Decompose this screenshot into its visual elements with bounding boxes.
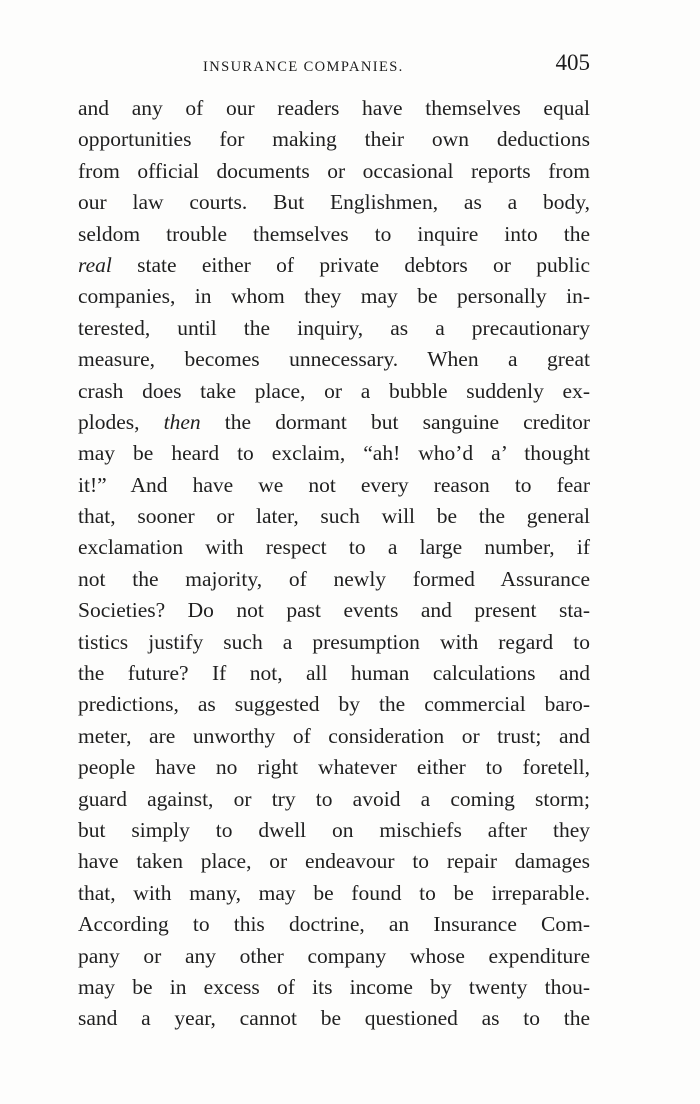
text-line: may be heard to exclaim, “ah! who’d a’ thought — [78, 441, 590, 466]
text-line — [78, 250, 590, 281]
text-line: seldom trouble themselves to inquire into the — [78, 221, 590, 246]
body-text — [78, 93, 590, 1035]
text-run: the dormant but sanguine creditor — [200, 409, 590, 434]
page-number: 405 — [555, 50, 590, 75]
text-line: measure, becomes unnecessary. When a great — [78, 347, 590, 372]
text-line: pany or any other company whose expenditure — [78, 943, 590, 968]
text-line: tistics justify such a presumption with regard to — [78, 629, 590, 654]
text-line: crash does take place, or a bubble suddenly ex- — [78, 378, 590, 403]
text-line: it!” And have we not every reason to fear — [78, 472, 590, 497]
text-line: have taken place, or endeavour to repair damages — [78, 849, 590, 874]
text-line: meter, are unworthy of consideration or trust; and — [78, 723, 590, 748]
text-line: opportunities for making their own deductions — [78, 127, 590, 152]
text-line: people have no right whatever either to foretell, — [78, 755, 590, 780]
text-line: companies, in whom they may be personally in- — [78, 284, 590, 309]
text-line: Societies? Do not past events and present sta- — [78, 598, 590, 623]
text-line: sand a year, cannot be questioned as to the — [78, 1006, 590, 1031]
text-line: that, sooner or later, such will be the general — [78, 504, 590, 529]
text-line: our law courts. But Englishmen, as a body, — [78, 190, 590, 215]
text-line: not the majority, of newly formed Assurance — [78, 566, 590, 591]
text-run: plodes, — [78, 409, 164, 434]
text-line: predictions, as suggested by the commercial baro- — [78, 692, 590, 717]
page-header — [78, 50, 590, 80]
text-line: According to this doctrine, an Insurance Com- — [78, 912, 590, 937]
italic-word: real — [78, 252, 112, 277]
text-line: terested, until the inquiry, as a precautionary — [78, 315, 590, 340]
italic-word: then — [163, 409, 201, 434]
text-line: from official documents or occasional reports from — [78, 158, 590, 183]
text-line: but simply to dwell on mischiefs after they — [78, 817, 590, 842]
text-line — [78, 407, 590, 438]
running-title: INSURANCE COMPANIES. — [203, 59, 404, 75]
text-line: may be in excess of its income by twenty thou- — [78, 974, 590, 999]
text-run: state either of private debtors or public — [111, 252, 590, 277]
text-line: the future? If not, all human calculations and — [78, 661, 590, 686]
text-line: that, with many, may be found to be irreparable. — [78, 880, 590, 905]
text-line: exclamation with respect to a large number, if — [78, 535, 590, 560]
text-line: and any of our readers have themselves equal — [78, 96, 590, 120]
text-line: guard against, or try to avoid a coming storm; — [78, 786, 590, 811]
